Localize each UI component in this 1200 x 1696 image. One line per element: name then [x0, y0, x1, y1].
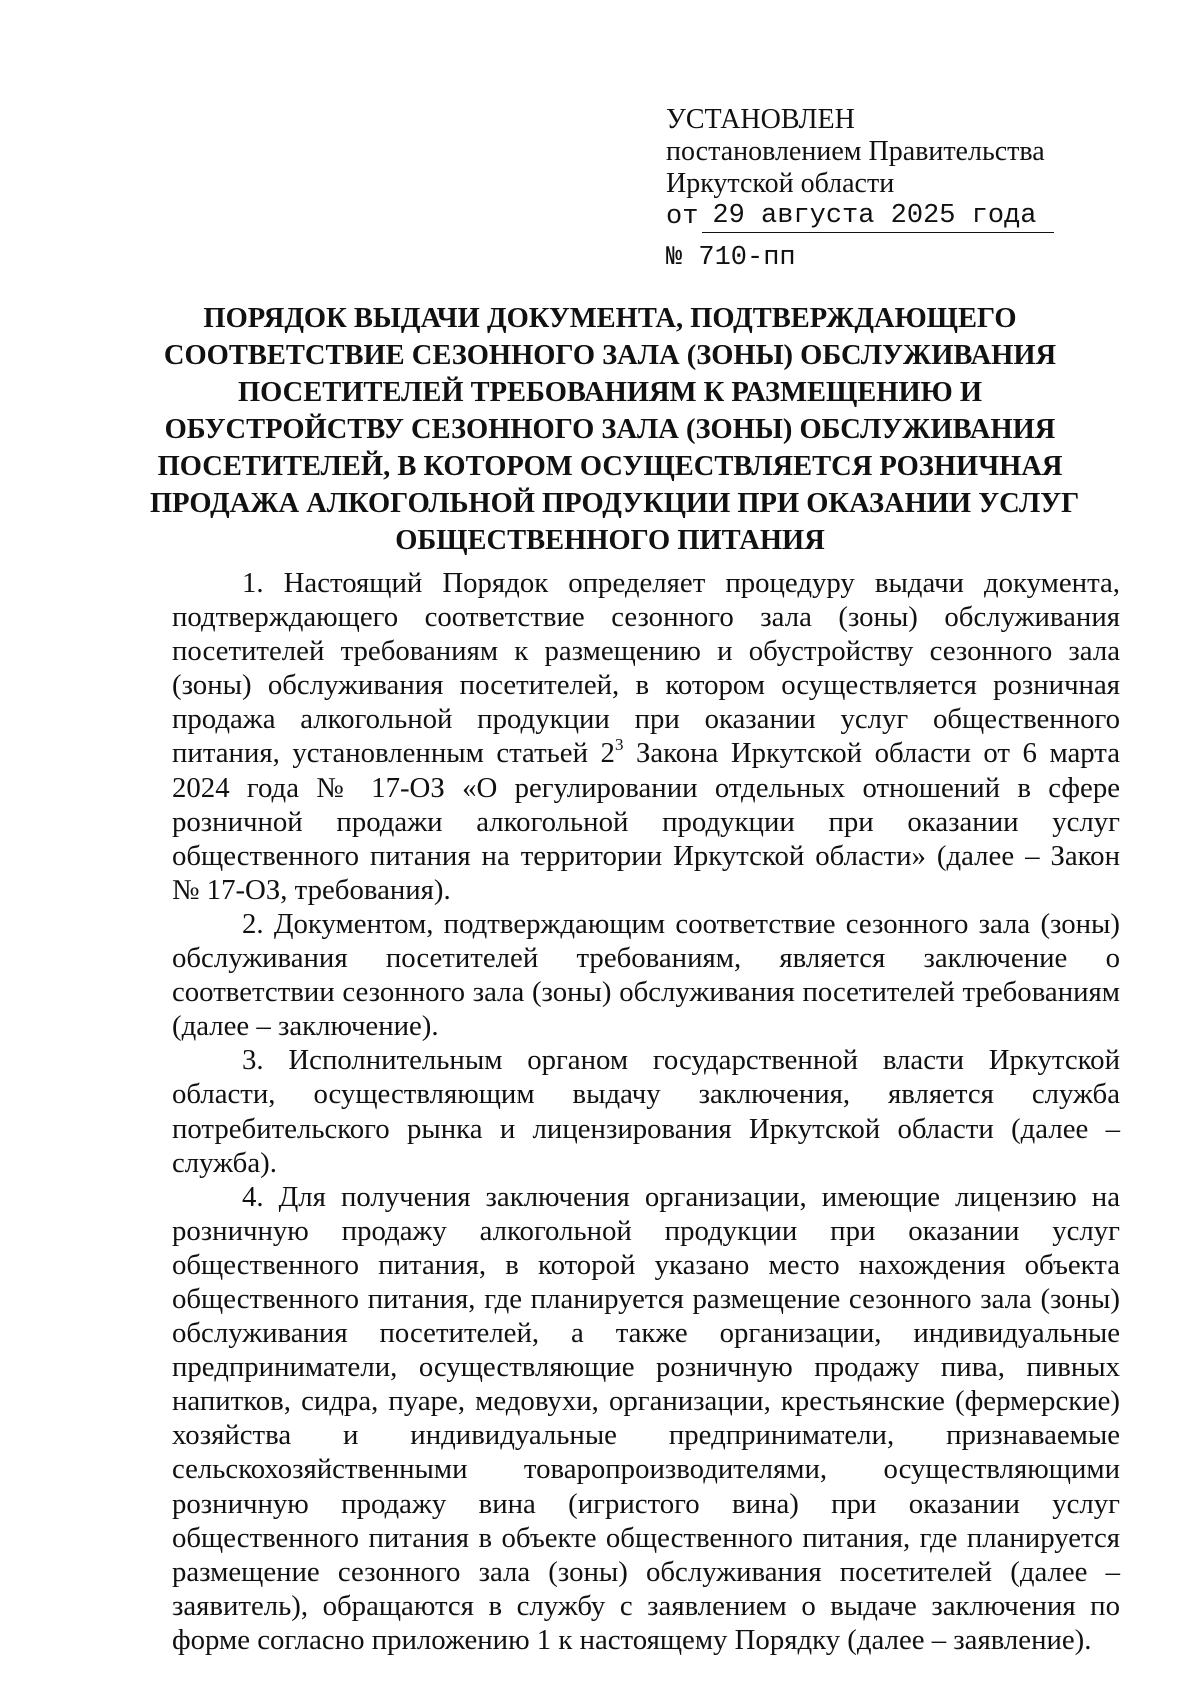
approval-number: № 710-пп	[666, 242, 796, 273]
paragraph-1-text: 1. Настоящий Порядок определяет процедуру выдачи документа, подтверждающего соответствие сезонного зала (зоны) обслуживания посетителей требованиям к размещению и обустройству сезонного зала (зоны) обслуживания посетителей, в котором осуществляется розничная продажа алкогольной продукции при оказании услуг общественного питания, установленным статьей 2	[172, 567, 1120, 770]
approval-line-2: Иркутской области	[666, 168, 895, 200]
approval-date-row	[666, 201, 1066, 233]
title-line: ПРОДАЖА АЛКОГОЛЬНОЙ ПРОДУКЦИИ ПРИ ОКАЗАНИИ УСЛУГ	[150, 488, 1080, 519]
paragraph-1	[172, 566, 1120, 907]
approval-heading: УСТАНОВЛЕН	[666, 104, 855, 135]
paragraph-3: 3. Исполнительным органом государственной власти Иркутской области, осуществляющим выдачу заключения, является служба потребительского рынка и лицензирования Иркутской области (далее – служба).	[172, 1044, 1120, 1179]
title-line: ОБЩЕСТВЕННОГО ПИТАНИЯ	[395, 525, 825, 556]
title-line: СООТВЕТСТВИЕ СЕЗОННОГО ЗАЛА (ЗОНЫ) ОБСЛУЖИВАНИЯ	[163, 340, 1057, 371]
paragraph-4: 4. Для получения заключения организации, имеющие лицензию на розничную продажу алкогольной продукции при оказании услуг общественного питания, в которой указано место нахождения объекта общественного питания, где планируется размещение сезонного зала (зоны) обслуживания посетителей, а также организации, индивидуальные предприниматели, осуществляющие розничную продажу пива, пивных напитков, сидра, пуаре, медовухи, организации, крестьянские (фермерские) хозяйства и индивидуальные предприниматели, признаваемые сельскохозяйственными товаропроизводителями, осуществляющими розничную продажу вина (игристого вина) при оказании услуг общественного питания в объекте общественного питания, где планируется размещение сезонного зала (зоны) обслуживания посетителей (далее – заявитель), обращаются в службу с заявлением о выдаче заключения по форме согласно приложению 1 к настоящему Порядку (далее – заявление).	[172, 1180, 1120, 1656]
approval-date-prefix: от	[666, 201, 699, 232]
approval-date-value: 29 августа 2025 года	[702, 201, 1054, 233]
title-line: ПОСЕТИТЕЛЕЙ ТРЕБОВАНИЯМ К РАЗМЕЩЕНИЮ И	[237, 377, 983, 408]
article-superscript: 3	[614, 735, 624, 755]
title-line: ОБУСТРОЙСТВУ СЕЗОННОГО ЗАЛА (ЗОНЫ) ОБСЛУЖИВАНИЯ	[164, 414, 1056, 445]
paragraph-2: 2. Документом, подтверждающим соответствие сезонного зала (зоны) обслуживания посетителей требованиям, является заключение о соответствии сезонного зала (зоны) обслуживания посетителей требованиям (далее – заключение).	[172, 907, 1120, 1043]
title-line: ПОСЕТИТЕЛЕЙ, В КОТОРОМ ОСУЩЕСТВЛЯЕТСЯ РОЗНИЧНАЯ	[157, 451, 1063, 482]
approval-line-1: постановлением Правительства	[666, 136, 1045, 168]
title-line: ПОРЯДОК ВЫДАЧИ ДОКУМЕНТА, ПОДТВЕРЖДАЮЩЕГО	[203, 303, 1017, 334]
paragraph-1-text-cont: Закона Иркутской области от 6 марта 2024 года № 17-ОЗ «О регулировании отдельных отношений в сфере розничной продажи алкогольной продукции при оказании услуг общественного питания на территории Иркутской области» (далее – Закон № 17-ОЗ, требования).	[172, 737, 1120, 906]
approval-stamp	[666, 104, 1066, 274]
document-body	[172, 566, 1120, 1657]
document-title	[150, 300, 1080, 559]
